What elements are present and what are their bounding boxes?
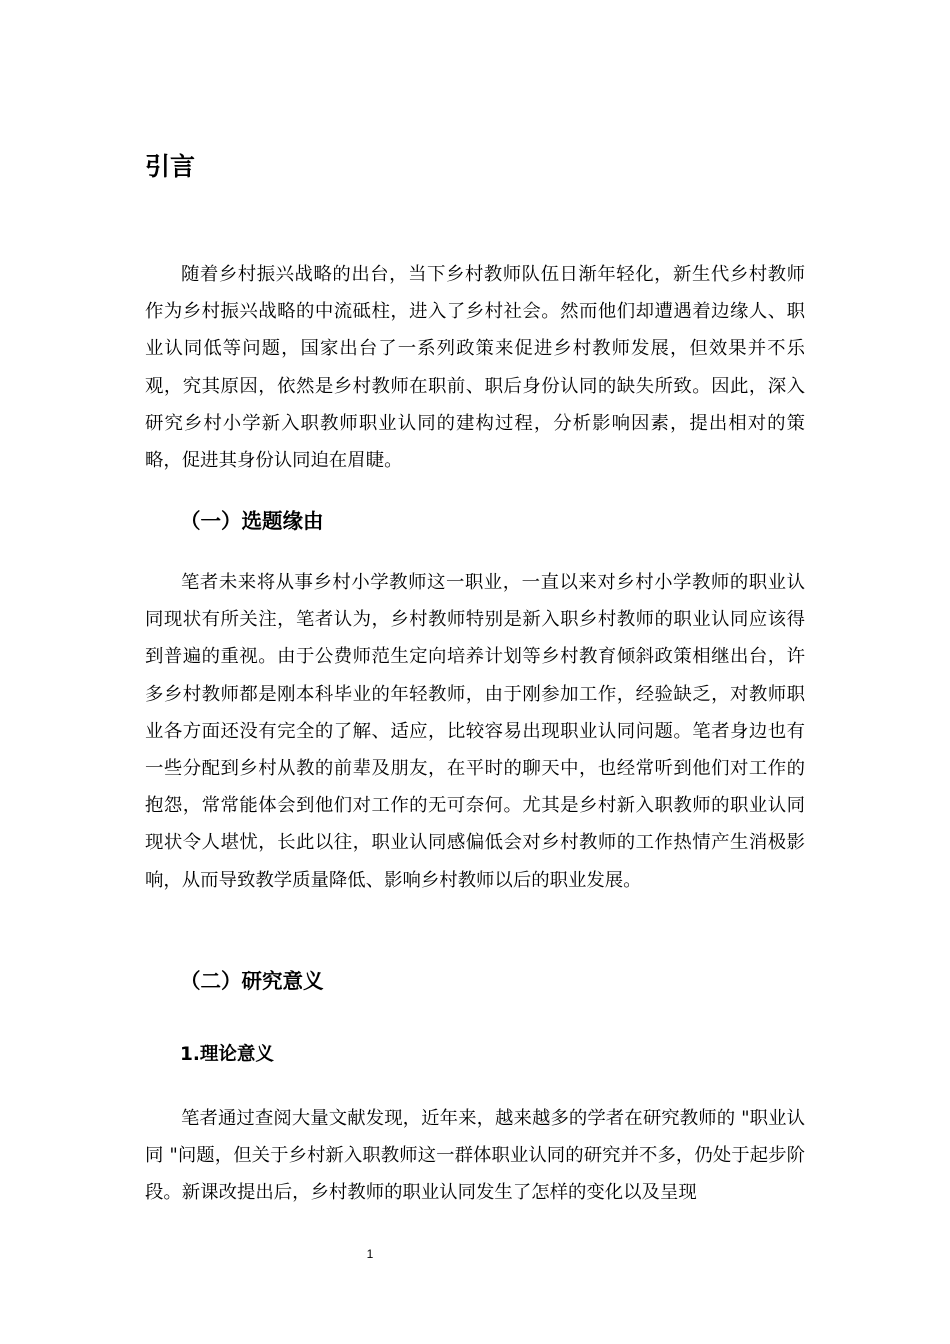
subsection-heading-theoretical-significance: 1.理论意义 [180,1044,274,1065]
section-heading-topic-origin: （一）选题缘由 [180,509,324,533]
intro-paragraph: 随着乡村振兴战略的出台，当下乡村教师队伍日渐年轻化，新生代乡村教师作为乡村振兴战略的中流砥柱，进入了乡村社会。然而他们却遭遇着边缘人、职业认同低等问题，国家出台了一系列政策来促进乡村教师发展，但效果并不乐观，究其原因，依然是乡村教师在职前、职后身份认同的缺失所致。因此，深入研究乡村小学新入职教师职业认同的建构过程，分析影响因素，提出相对的策略，促进其身份认同迫在眉睫。 [145,264,805,472]
theoretical-significance-paragraph: 笔者通过查阅大量文献发现，近年来，越来越多的学者在研究教师的 "职业认同 "问题，但关于乡村新入职教师这一群体职业认同的研究并不多，仍处于起步阶段。新课改提出后，乡村教师的职业认同发生了怎样的变化以及呈现 [145,1108,805,1204]
page-number: 1 [366,1247,374,1261]
topic-origin-paragraph: 笔者未来将从事乡村小学教师这一职业，一直以来对乡村小学教师的职业认同现状有所关注，笔者认为，乡村教师特别是新入职乡村教师的职业认同应该得到普遍的重视。由于公费师范生定向培养计划等乡村教育倾斜政策相继出台，许多乡村教师都是刚本科毕业的年轻教师，由于刚参加工作，经验缺乏，对教师职业各方面还没有完全的了解、适应，比较容易出现职业认同问题。笔者身边也有一些分配到乡村从教的前辈及朋友，在平时的聊天中，也经常听到他们对工作的抱怨，常常能体会到他们对工作的无可奈何。尤其是乡村新入职教师的职业认同现状令人堪忧，长此以往，职业认同感偏低会对乡村教师的工作热情产生消极影响，从而导致教学质量降低、影响乡村教师以后的职业发展。 [145,572,805,891]
section-heading-research-significance: （二）研究意义 [180,969,324,993]
page-title: 引言 [145,152,196,181]
